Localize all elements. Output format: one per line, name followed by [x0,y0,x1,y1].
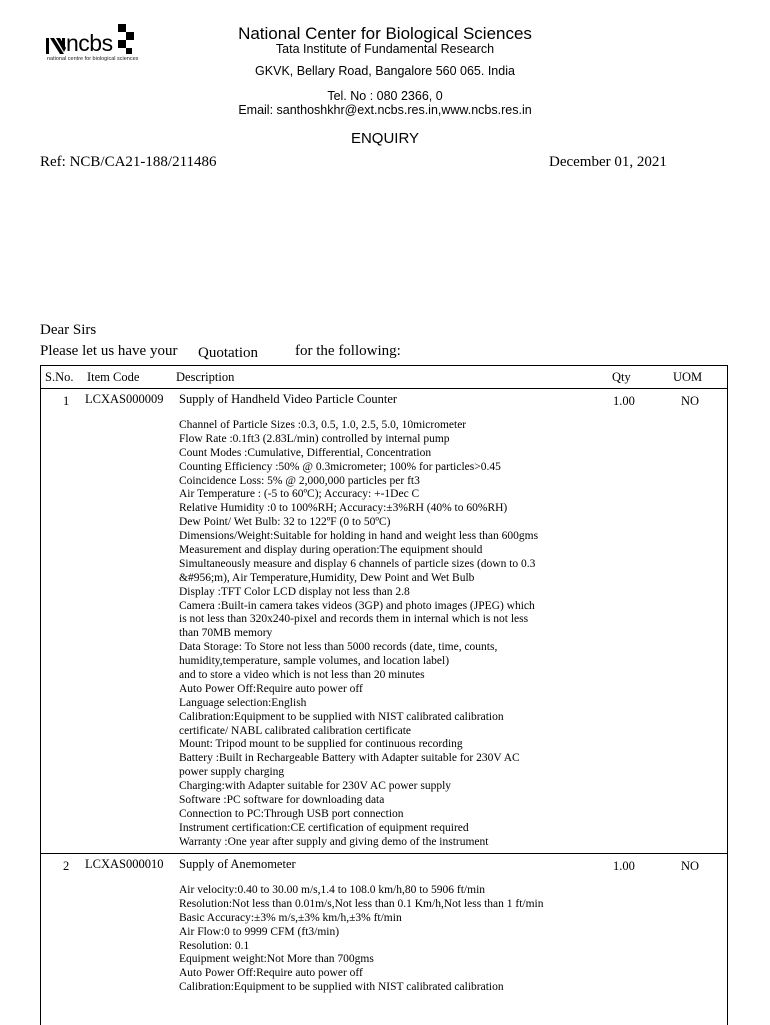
desc-line: Coincidence Loss: 5% @ 2,000,000 particles per ft3 [179,474,420,487]
desc-line: Instrument certification:CE certification of equipment required [179,821,469,834]
org-telephone: Tel. No : 080 2366, 0 [327,89,443,103]
desc-line: Air velocity:0.40 to 30.00 m/s,1.4 to 108.0 km/h,80 to 5906 ft/min [179,884,486,896]
desc-line: Charging:with Adapter suitable for 230V AC power supply [179,780,452,793]
desc-line: Air Temperature : (-5 to 60ºC); Accuracy: +-1Dec C [179,488,420,501]
desc-line: Auto Power Off:Require auto power off [179,682,363,695]
desc-line: Measurement and display during operation:The equipment should [179,544,483,557]
request-type: Quotation [198,345,258,361]
header-qty: Qty [612,370,631,384]
header-item-code: Item Code [87,370,140,384]
desc-line: Dew Point/ Wet Bulb: 32 to 122ºF (0 to 50ºC) [179,516,391,529]
row-description [179,884,543,995]
desc-line: Calibration:Equipment to be supplied with NIST calibrated calibration [179,981,504,994]
org-email: Email: santhoshkhr@ext.ncbs.res.in,www.ncbs.res.in [238,103,532,117]
desc-line: humidity,temperature, sample volumes, and location label) [179,655,450,668]
desc-line: Software :PC software for downloading data [179,794,385,807]
header-divider [41,388,727,389]
reference-number: Ref: NCB/CA21-188/211486 [40,154,217,170]
row-description [179,419,538,850]
desc-line: Count Modes :Cumulative, Differential, Concentration [179,446,432,459]
desc-line: Dimensions/Weight:Suitable for holding in hand and weight less than 600gms [179,530,539,543]
org-address: GKVK, Bellary Road, Bangalore 560 065. India [255,64,515,78]
desc-line: certificate/ NABL calibrated calibration certificate [179,724,411,737]
row-title: Supply of Anemometer [179,857,296,871]
desc-line: Air Flow:0 to 9999 CFM (ft3/min) [179,925,340,938]
desc-line: Connection to PC:Through USB port connection [179,807,404,820]
desc-line: Flow Rate :0.1ft3 (2.83L/min) controlled by internal pump [179,432,450,445]
row-sno: 2 [63,859,70,873]
request-suffix: for the following: [295,343,401,359]
org-name: National Center for Biological Sciences [238,24,532,43]
desc-line: Warranty :One year after supply and giving demo of the instrument [179,835,489,848]
desc-line: power supply charging [179,766,285,779]
desc-line: &#956;m), Air Temperature,Humidity, Dew Point and Wet Bulb [179,571,475,584]
desc-line: Display :TFT Color LCD display not less than 2.8 [179,585,410,598]
header-uom: UOM [673,370,703,384]
row-item-code: LCXAS000010 [85,857,164,871]
desc-line: Language selection:English [179,696,307,709]
desc-line: Resolution: 0.1 [179,939,250,952]
desc-line: Basic Accuracy:±3% m/s,±3% km/h,±3% ft/min [179,911,402,924]
items-table [40,365,728,1025]
salutation: Dear Sirs [40,322,97,338]
row-uom: NO [681,859,700,873]
header-sno: S.No. [45,370,74,384]
row-qty: 1.00 [613,859,635,873]
desc-line: Battery :Built in Rechargeable Battery with Adapter suitable for 230V AC [179,752,520,765]
org-subtitle: Tata Institute of Fundamental Research [275,42,495,56]
desc-line: Simultaneously measure and display 6 channels of particle sizes (down to 0.3 [179,557,536,570]
desc-line: Auto Power Off:Require auto power off [179,967,363,980]
row-title: Supply of Handheld Video Particle Counter [179,392,398,406]
request-prefix: Please let us have your [40,343,178,359]
logo-wordmark: ncbs [66,30,113,56]
row-uom: NO [681,394,700,408]
desc-line: Channel of Particle Sizes :0.3, 0.5, 1.0, 2.5, 5.0, 10micrometer [179,419,467,431]
desc-line: and to store a video which is not less than 20 minutes [179,669,425,682]
row-divider [41,853,727,854]
document-date: December 01, 2021 [549,154,667,170]
row-item-code: LCXAS000009 [85,392,164,406]
desc-line: Relative Humidity :0 to 100%RH; Accuracy:±3%RH (40% to 60%RH) [179,502,508,515]
row-qty: 1.00 [613,394,635,408]
desc-line: Counting Efficiency :50% @ 0.3micrometer; 100% for particles>0.45 [179,460,501,473]
desc-line: Resolution:Not less than 0.01m/s,Not less than 0.1 Km/h,Not less than 1 ft/min [179,897,544,910]
document-title: ENQUIRY [350,130,420,147]
desc-line: Data Storage: To Store not less than 5000 records (date, time, counts, [179,641,498,654]
desc-line: is not less than 320x240-pixel and records them in internal which is not less [179,613,529,626]
desc-line: Camera :Built-in camera takes videos (3GP) and photo images (JPEG) which [179,599,535,612]
logo-subtext: national centre for biological sciences [47,56,139,62]
row-sno: 1 [63,394,70,408]
desc-line: Calibration:Equipment to be supplied with NIST calibrated calibration [179,710,504,723]
desc-line: Mount: Tripod mount to be supplied for continuous recording [179,738,463,751]
desc-line: Equipment weight:Not More than 700gms [179,953,374,966]
header-description: Description [176,370,235,384]
desc-line: than 70MB memory [179,627,273,640]
